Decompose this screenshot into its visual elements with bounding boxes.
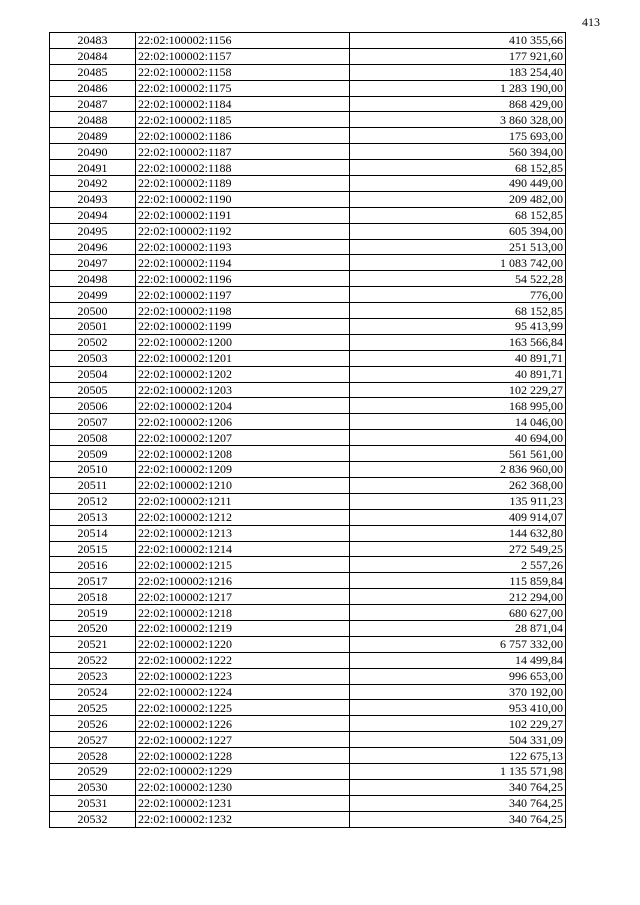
- cadastral-number-cell: 22:02:100002:1230: [136, 779, 350, 795]
- row-number-cell: 20501: [50, 319, 136, 335]
- cadastral-number-cell: 22:02:100002:1212: [136, 509, 350, 525]
- table-row: [50, 811, 566, 827]
- cadastral-value-cell: 1 135 571,98: [350, 763, 566, 779]
- cadastral-value-cell: 135 911,23: [350, 493, 566, 509]
- table-row: [50, 493, 566, 509]
- cadastral-number-cell: 22:02:100002:1193: [136, 239, 350, 255]
- cadastral-number-cell: 22:02:100002:1228: [136, 748, 350, 764]
- table-row: [50, 382, 566, 398]
- cadastral-value-cell: 28 871,04: [350, 620, 566, 636]
- row-number-cell: 20517: [50, 573, 136, 589]
- row-number-cell: 20522: [50, 652, 136, 668]
- row-number-cell: 20532: [50, 811, 136, 827]
- row-number-cell: 20512: [50, 493, 136, 509]
- cadastral-value-cell: 251 513,00: [350, 239, 566, 255]
- table-row: [50, 48, 566, 64]
- cadastral-number-cell: 22:02:100002:1211: [136, 493, 350, 509]
- cadastral-number-cell: 22:02:100002:1201: [136, 350, 350, 366]
- row-number-cell: 20515: [50, 541, 136, 557]
- row-number-cell: 20495: [50, 223, 136, 239]
- cadastral-number-cell: 22:02:100002:1206: [136, 414, 350, 430]
- cadastral-number-cell: 22:02:100002:1156: [136, 33, 350, 49]
- row-number-cell: 20505: [50, 382, 136, 398]
- cadastral-number-cell: 22:02:100002:1224: [136, 684, 350, 700]
- table-row: [50, 319, 566, 335]
- cadastral-value-cell: 183 254,40: [350, 64, 566, 80]
- cadastral-number-cell: 22:02:100002:1197: [136, 287, 350, 303]
- cadastral-number-cell: 22:02:100002:1218: [136, 605, 350, 621]
- cadastral-value-cell: 262 368,00: [350, 477, 566, 493]
- cadastral-number-cell: 22:02:100002:1204: [136, 398, 350, 414]
- row-number-cell: 20514: [50, 525, 136, 541]
- cadastral-number-cell: 22:02:100002:1186: [136, 128, 350, 144]
- row-number-cell: 20528: [50, 748, 136, 764]
- table-row: [50, 700, 566, 716]
- row-number-cell: 20494: [50, 207, 136, 223]
- cadastral-value-cell: 1 083 742,00: [350, 255, 566, 271]
- row-number-cell: 20496: [50, 239, 136, 255]
- cadastral-number-cell: 22:02:100002:1191: [136, 207, 350, 223]
- table-row: [50, 414, 566, 430]
- cadastral-value-cell: 272 549,25: [350, 541, 566, 557]
- cadastral-value-cell: 40 694,00: [350, 430, 566, 446]
- cadastral-number-cell: 22:02:100002:1209: [136, 462, 350, 478]
- cadastral-number-cell: 22:02:100002:1231: [136, 795, 350, 811]
- cadastral-value-cell: 175 693,00: [350, 128, 566, 144]
- cadastral-value-cell: 370 192,00: [350, 684, 566, 700]
- cadastral-number-cell: 22:02:100002:1196: [136, 271, 350, 287]
- row-number-cell: 20490: [50, 144, 136, 160]
- cadastral-number-cell: 22:02:100002:1229: [136, 763, 350, 779]
- row-number-cell: 20509: [50, 446, 136, 462]
- table-row: [50, 366, 566, 382]
- table-row: [50, 589, 566, 605]
- cadastral-value-cell: 212 294,00: [350, 589, 566, 605]
- row-number-cell: 20492: [50, 176, 136, 192]
- cadastral-value-cell: 14 046,00: [350, 414, 566, 430]
- row-number-cell: 20531: [50, 795, 136, 811]
- cadastral-value-cell: 2 557,26: [350, 557, 566, 573]
- table-row: [50, 763, 566, 779]
- table-row: [50, 684, 566, 700]
- cadastral-number-cell: 22:02:100002:1216: [136, 573, 350, 589]
- table-row: [50, 541, 566, 557]
- row-number-cell: 20526: [50, 716, 136, 732]
- cadastral-number-cell: 22:02:100002:1226: [136, 716, 350, 732]
- cadastral-value-cell: 410 355,66: [350, 33, 566, 49]
- cadastral-value-cell: 102 229,27: [350, 716, 566, 732]
- cadastral-value-cell: 561 561,00: [350, 446, 566, 462]
- row-number-cell: 20489: [50, 128, 136, 144]
- cadastral-value-cell: 680 627,00: [350, 605, 566, 621]
- table-row: [50, 223, 566, 239]
- table-row: [50, 779, 566, 795]
- cadastral-number-cell: 22:02:100002:1210: [136, 477, 350, 493]
- row-number-cell: 20506: [50, 398, 136, 414]
- cadastral-value-cell: 177 921,60: [350, 48, 566, 64]
- row-number-cell: 20493: [50, 191, 136, 207]
- row-number-cell: 20525: [50, 700, 136, 716]
- cadastral-number-cell: 22:02:100002:1189: [136, 176, 350, 192]
- row-number-cell: 20518: [50, 589, 136, 605]
- cadastral-number-cell: 22:02:100002:1217: [136, 589, 350, 605]
- cadastral-value-cell: 115 859,84: [350, 573, 566, 589]
- cadastral-value-cell: 163 566,84: [350, 334, 566, 350]
- cadastral-number-cell: 22:02:100002:1232: [136, 811, 350, 827]
- cadastral-value-cell: 68 152,85: [350, 303, 566, 319]
- row-number-cell: 20487: [50, 96, 136, 112]
- table-row: [50, 477, 566, 493]
- cadastral-value-cell: 40 891,71: [350, 366, 566, 382]
- table-row: [50, 636, 566, 652]
- cadastral-value-cell: 95 413,99: [350, 319, 566, 335]
- table-row: [50, 462, 566, 478]
- cadastral-value-cell: 14 499,84: [350, 652, 566, 668]
- cadastral-number-cell: 22:02:100002:1214: [136, 541, 350, 557]
- cadastral-value-cell: 490 449,00: [350, 176, 566, 192]
- cadastral-number-cell: 22:02:100002:1190: [136, 191, 350, 207]
- row-number-cell: 20508: [50, 430, 136, 446]
- row-number-cell: 20523: [50, 668, 136, 684]
- row-number-cell: 20500: [50, 303, 136, 319]
- cadastral-value-cell: 144 632,80: [350, 525, 566, 541]
- cadastral-number-cell: 22:02:100002:1184: [136, 96, 350, 112]
- row-number-cell: 20521: [50, 636, 136, 652]
- row-number-cell: 20486: [50, 80, 136, 96]
- cadastral-value-cell: 68 152,85: [350, 160, 566, 176]
- table-row: [50, 112, 566, 128]
- cadastral-value-cell: 122 675,13: [350, 748, 566, 764]
- cadastral-number-cell: 22:02:100002:1187: [136, 144, 350, 160]
- table-row: [50, 144, 566, 160]
- table-row: [50, 191, 566, 207]
- row-number-cell: 20499: [50, 287, 136, 303]
- cadastral-number-cell: 22:02:100002:1192: [136, 223, 350, 239]
- row-number-cell: 20498: [50, 271, 136, 287]
- cadastral-number-cell: 22:02:100002:1185: [136, 112, 350, 128]
- row-number-cell: 20507: [50, 414, 136, 430]
- cadastral-number-cell: 22:02:100002:1198: [136, 303, 350, 319]
- table-row: [50, 350, 566, 366]
- table-row: [50, 64, 566, 80]
- cadastral-number-cell: 22:02:100002:1157: [136, 48, 350, 64]
- table-row: [50, 525, 566, 541]
- cadastral-number-cell: 22:02:100002:1213: [136, 525, 350, 541]
- table-row: [50, 176, 566, 192]
- table-row: [50, 287, 566, 303]
- row-number-cell: 20516: [50, 557, 136, 573]
- table-row: [50, 557, 566, 573]
- row-number-cell: 20491: [50, 160, 136, 176]
- table-row: [50, 509, 566, 525]
- cadastral-number-cell: 22:02:100002:1222: [136, 652, 350, 668]
- table-row: [50, 398, 566, 414]
- cadastral-number-cell: 22:02:100002:1202: [136, 366, 350, 382]
- table-row: [50, 446, 566, 462]
- table-row: [50, 255, 566, 271]
- cadastral-number-cell: 22:02:100002:1208: [136, 446, 350, 462]
- cadastral-value-cell: 409 914,07: [350, 509, 566, 525]
- cadastral-value-cell: 776,00: [350, 287, 566, 303]
- row-number-cell: 20504: [50, 366, 136, 382]
- row-number-cell: 20519: [50, 605, 136, 621]
- cadastral-number-cell: 22:02:100002:1227: [136, 732, 350, 748]
- row-number-cell: 20484: [50, 48, 136, 64]
- cadastral-value-cell: 560 394,00: [350, 144, 566, 160]
- cadastral-number-cell: 22:02:100002:1220: [136, 636, 350, 652]
- cadastral-number-cell: 22:02:100002:1175: [136, 80, 350, 96]
- table-row: [50, 207, 566, 223]
- row-number-cell: 20502: [50, 334, 136, 350]
- cadastral-value-cell: 996 653,00: [350, 668, 566, 684]
- cadastral-number-cell: 22:02:100002:1207: [136, 430, 350, 446]
- cadastral-value-cell: 1 283 190,00: [350, 80, 566, 96]
- table-row: [50, 239, 566, 255]
- registry-table-body: [50, 33, 566, 828]
- row-number-cell: 20485: [50, 64, 136, 80]
- row-number-cell: 20488: [50, 112, 136, 128]
- table-row: [50, 271, 566, 287]
- table-row: [50, 732, 566, 748]
- row-number-cell: 20510: [50, 462, 136, 478]
- table-row: [50, 128, 566, 144]
- table-row: [50, 748, 566, 764]
- registry-table: [49, 32, 566, 828]
- cadastral-value-cell: 209 482,00: [350, 191, 566, 207]
- cadastral-value-cell: 54 522,28: [350, 271, 566, 287]
- cadastral-number-cell: 22:02:100002:1194: [136, 255, 350, 271]
- row-number-cell: 20483: [50, 33, 136, 49]
- table-row: [50, 160, 566, 176]
- row-number-cell: 20511: [50, 477, 136, 493]
- cadastral-number-cell: 22:02:100002:1200: [136, 334, 350, 350]
- cadastral-number-cell: 22:02:100002:1203: [136, 382, 350, 398]
- row-number-cell: 20529: [50, 763, 136, 779]
- cadastral-value-cell: 3 860 328,00: [350, 112, 566, 128]
- cadastral-value-cell: 340 764,25: [350, 811, 566, 827]
- row-number-cell: 20520: [50, 620, 136, 636]
- cadastral-number-cell: 22:02:100002:1199: [136, 319, 350, 335]
- table-row: [50, 33, 566, 49]
- row-number-cell: 20503: [50, 350, 136, 366]
- cadastral-number-cell: 22:02:100002:1225: [136, 700, 350, 716]
- cadastral-number-cell: 22:02:100002:1158: [136, 64, 350, 80]
- cadastral-number-cell: 22:02:100002:1188: [136, 160, 350, 176]
- row-number-cell: 20530: [50, 779, 136, 795]
- cadastral-value-cell: 953 410,00: [350, 700, 566, 716]
- cadastral-value-cell: 102 229,27: [350, 382, 566, 398]
- table-row: [50, 668, 566, 684]
- table-row: [50, 716, 566, 732]
- table-row: [50, 430, 566, 446]
- cadastral-value-cell: 2 836 960,00: [350, 462, 566, 478]
- cadastral-value-cell: 40 891,71: [350, 350, 566, 366]
- row-number-cell: 20497: [50, 255, 136, 271]
- table-row: [50, 573, 566, 589]
- table-row: [50, 795, 566, 811]
- row-number-cell: 20524: [50, 684, 136, 700]
- table-row: [50, 80, 566, 96]
- cadastral-value-cell: 6 757 332,00: [350, 636, 566, 652]
- table-row: [50, 303, 566, 319]
- row-number-cell: 20513: [50, 509, 136, 525]
- row-number-cell: 20527: [50, 732, 136, 748]
- table-row: [50, 334, 566, 350]
- cadastral-value-cell: 605 394,00: [350, 223, 566, 239]
- cadastral-value-cell: 168 995,00: [350, 398, 566, 414]
- table-row: [50, 96, 566, 112]
- table-row: [50, 620, 566, 636]
- cadastral-number-cell: 22:02:100002:1219: [136, 620, 350, 636]
- cadastral-value-cell: 340 764,25: [350, 795, 566, 811]
- table-row: [50, 605, 566, 621]
- page-number: 413: [582, 15, 600, 29]
- cadastral-number-cell: 22:02:100002:1223: [136, 668, 350, 684]
- cadastral-value-cell: 868 429,00: [350, 96, 566, 112]
- cadastral-value-cell: 504 331,09: [350, 732, 566, 748]
- cadastral-value-cell: 68 152,85: [350, 207, 566, 223]
- cadastral-value-cell: 340 764,25: [350, 779, 566, 795]
- table-row: [50, 652, 566, 668]
- cadastral-number-cell: 22:02:100002:1215: [136, 557, 350, 573]
